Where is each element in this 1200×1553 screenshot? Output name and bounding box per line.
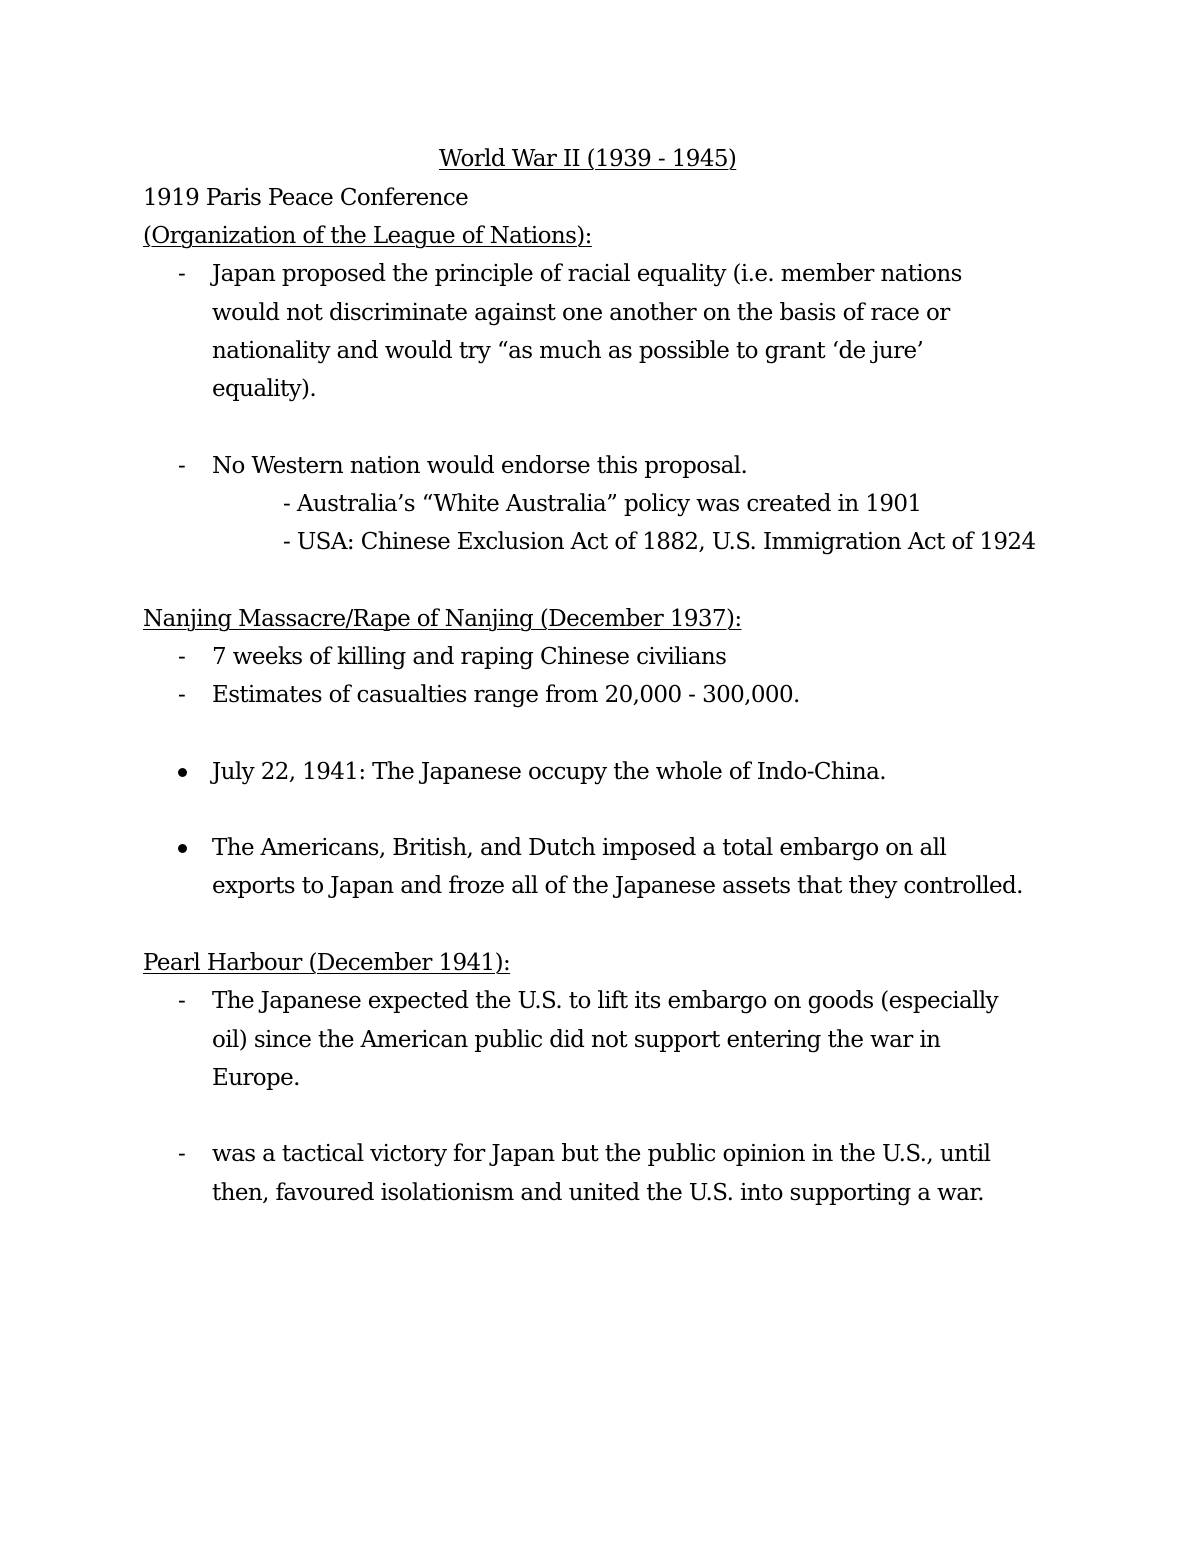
dash-marker: - (178, 1141, 186, 1167)
bullet-dot (178, 768, 187, 777)
dash-marker: - (178, 988, 186, 1014)
bullet-item-line: exports to Japan and froze all of the Japanese assets that they controlled. (212, 873, 1023, 899)
list-item-line: equality). (212, 376, 317, 402)
list-item-line: oil) since the American public did not support entering the war in (212, 1027, 941, 1053)
section-heading-nanjing: Nanjing Massacre/Rape of Nanjing (December 1937): (143, 606, 742, 632)
bullet-item-line: The Americans, British, and Dutch imposed a total embargo on all (212, 835, 947, 861)
document-title: World War II (1939 - 1945) (439, 146, 737, 172)
section-heading-paris-conference: 1919 Paris Peace Conference (143, 185, 469, 211)
list-item-line: nationality and would try “as much as possible to grant ‘de jure’ (212, 338, 924, 364)
dash-marker: - (178, 644, 186, 670)
dash-marker: - (178, 261, 186, 287)
list-item-line: No Western nation would endorse this proposal. (212, 453, 748, 479)
sub-item-line: - Australia’s “White Australia” policy was created in 1901 (283, 491, 922, 517)
list-item-line: Japan proposed the principle of racial equality (i.e. member nations (212, 261, 962, 287)
sub-item-line: - USA: Chinese Exclusion Act of 1882, U.S. Immigration Act of 1924 (283, 529, 1036, 555)
list-item-line: was a tactical victory for Japan but the public opinion in the U.S., until (212, 1141, 991, 1167)
list-item-line: 7 weeks of killing and raping Chinese civilians (212, 644, 727, 670)
list-item-line: Europe. (212, 1065, 300, 1091)
list-item-line: Estimates of casualties range from 20,000 - 300,000. (212, 682, 800, 708)
bullet-item-line: July 22, 1941: The Japanese occupy the whole of Indo-China. (212, 759, 886, 785)
list-item-line: then, favoured isolationism and united the U.S. into supporting a war. (212, 1180, 984, 1206)
list-item-line: would not discriminate against one another on the basis of race or (212, 300, 950, 326)
dash-marker: - (178, 682, 186, 708)
section-heading-pearl-harbour: Pearl Harbour (December 1941): (143, 950, 511, 976)
bullet-dot (178, 844, 187, 853)
section-subheading-league-of-nations: (Organization of the League of Nations): (143, 223, 592, 249)
dash-marker: - (178, 453, 186, 479)
list-item-line: The Japanese expected the U.S. to lift its embargo on goods (especially (212, 988, 999, 1014)
